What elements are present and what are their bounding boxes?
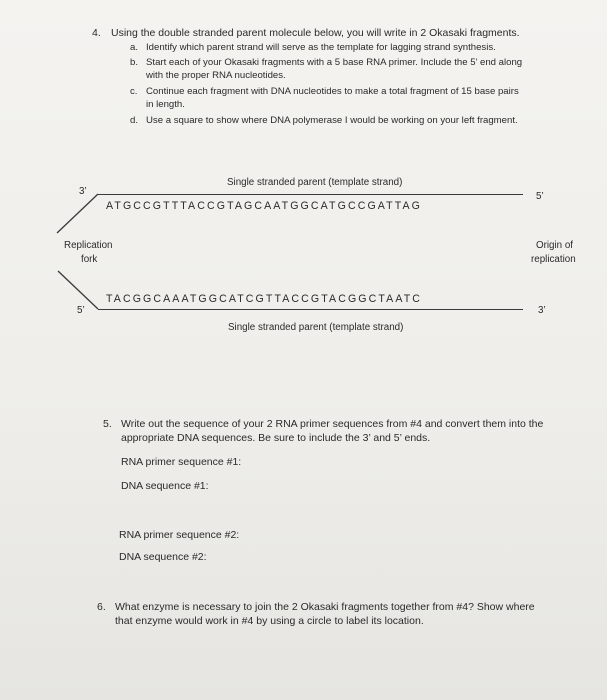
q4-item-c-letter: c. — [130, 86, 138, 97]
q4-item-c-text-2: in length. — [146, 99, 185, 110]
q4-item-b-letter: b. — [130, 57, 139, 68]
q4-item-d-letter: d. — [130, 115, 139, 126]
q4-item-c-text-1: Continue each fragment with DNA nucleotides to make a total fragment of 15 base pairs — [146, 86, 519, 97]
fork-upper-arm — [57, 194, 98, 233]
bottom-strand-5prime: 5’ — [77, 305, 85, 316]
q4-item-d-text: Use a square to show where DNA polymerase I would be working on your left fragment. — [146, 115, 518, 126]
q4-item-b-text-1: Start each of your Okasaki fragments with a 5 base RNA primer. Include the 5’ end along — [146, 57, 523, 68]
q4-number: 4. — [92, 27, 101, 39]
q4-item-a-text: Identify which parent strand will serve as the template for lagging strand synthesis. — [146, 42, 496, 53]
origin-label-1: Origin of — [536, 240, 574, 251]
q6-text-2: that enzyme would work in #4 by using a circle to label its location. — [115, 615, 424, 627]
bottom-strand-3prime: 3’ — [538, 305, 546, 316]
q4-item-a-letter: a. — [130, 42, 139, 53]
fork-label-1: Replication — [64, 240, 113, 251]
dna-sequence-1-label: DNA sequence #1: — [121, 480, 209, 492]
q5-text-2: appropriate DNA sequences. Be sure to include the 3’ and 5’ ends. — [121, 432, 431, 444]
q5-text-1: Write out the sequence of your 2 RNA primer sequences from #4 and convert them into the — [121, 418, 544, 430]
fork-label-2: fork — [81, 254, 98, 265]
bottom-strand-sequence: TACGGCAAATGGCATCGTTACCGTACGGCTAATC — [106, 293, 423, 305]
bottom-strand-label: Single stranded parent (template strand) — [228, 322, 404, 333]
top-strand-label: Single stranded parent (template strand) — [227, 177, 403, 188]
top-strand-3prime: 3’ — [79, 186, 87, 197]
dna-sequence-2-label: DNA sequence #2: — [119, 551, 207, 563]
rna-primer-1-label: RNA primer sequence #1: — [121, 456, 242, 468]
origin-label-2: replication — [531, 254, 576, 265]
top-strand-5prime: 5’ — [536, 191, 544, 202]
q5-number: 5. — [103, 418, 112, 430]
q4-item-b-text-2: with the proper RNA nucleotides. — [146, 70, 286, 81]
q6-number: 6. — [97, 601, 106, 613]
rna-primer-2-label: RNA primer sequence #2: — [119, 529, 240, 541]
q6-text-1: What enzyme is necessary to join the 2 Okasaki fragments together from #4? Show where — [115, 601, 535, 613]
q4-text: Using the double stranded parent molecule below, you will write in 2 Okasaki fragments. — [111, 27, 520, 39]
top-strand-sequence: ATGCCGTTTACCGTAGCAATGGCATGCCGATTAG — [106, 200, 423, 212]
bottom-strand-line — [98, 309, 523, 310]
